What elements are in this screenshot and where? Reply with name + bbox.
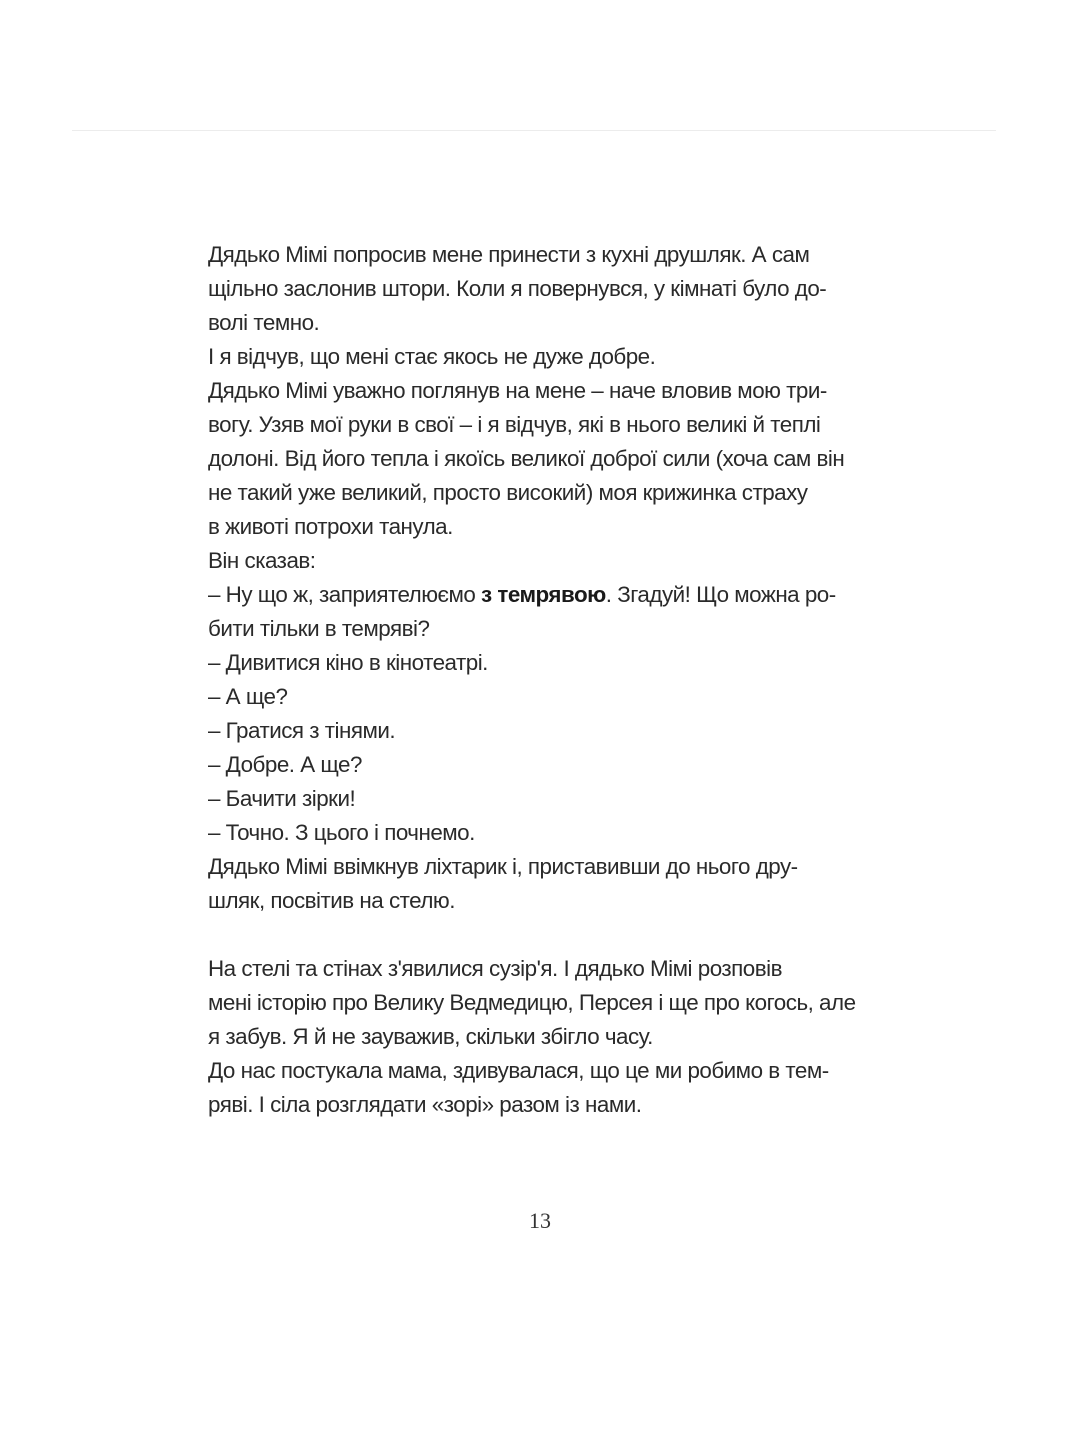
dialogue-line: – Добре. А ще?: [208, 752, 362, 777]
text-line: До нас постукала мама, здивувалася, що це ми робимо в тем-: [208, 1058, 829, 1083]
text-line: долоні. Від його тепла і якоїсь великої доброї сили (хоча сам він: [208, 446, 845, 471]
bold-phrase: з темрявою: [481, 582, 606, 607]
text-line: не такий уже великий, просто високий) моя крижинка страху: [208, 480, 808, 505]
section-gap: [208, 918, 884, 952]
text-fragment: – Ну що ж, заприятелюємо: [208, 582, 482, 607]
text-line: бити тільки в темряві?: [208, 616, 430, 641]
text-line: Дядько Мімі ввімкнув ліхтарик і, приставивши до нього дру-: [208, 854, 798, 879]
text-line: На стелі та стінах з'явилися сузір'я. І дядько Мімі розповів: [208, 956, 783, 981]
text-line: я забув. Я й не зауважив, скільки збігло часу.: [208, 1024, 653, 1049]
dialogue-line: – А ще?: [208, 684, 288, 709]
text-line: Дядько Мімі попросив мене принести з кухні друшляк. А сам: [208, 242, 810, 267]
page-number: 13: [529, 1208, 551, 1233]
text-line: мені історію про Велику Ведмедицю, Персея і ще про когось, але: [208, 990, 856, 1015]
dialogue-line: – Гратися з тінями.: [208, 718, 396, 743]
text-fragment: . Згадуй! Що можна ро-: [605, 582, 836, 607]
dialogue-line: – Бачити зірки!: [208, 786, 356, 811]
dialogue-line: – Точно. З цього і почнемо.: [208, 820, 475, 845]
text-line: Дядько Мімі уважно поглянув на мене – наче вловив мою три-: [208, 378, 827, 403]
text-line: щільно заслонив штори. Коли я повернувся, у кімнаті було до-: [208, 276, 827, 301]
dialogue-line: – Дивитися кіно в кінотеатрі.: [208, 650, 488, 675]
header-rule: [72, 130, 996, 131]
text-line: [208, 578, 884, 612]
text-line: шляк, посвітив на стелю.: [208, 888, 455, 913]
body-text: [208, 238, 884, 1122]
text-line: волі темно.: [208, 310, 320, 335]
text-line: І я відчув, що мені стає якось не дуже добре.: [208, 344, 656, 369]
text-line: Він сказав:: [208, 548, 316, 573]
text-line: ряві. І сіла розглядати «зорі» разом із нами.: [208, 1092, 642, 1117]
text-line: вогу. Узяв мої руки в свої – і я відчув, які в нього великі й теплі: [208, 412, 821, 437]
text-line: в животі потрохи танула.: [208, 514, 453, 539]
